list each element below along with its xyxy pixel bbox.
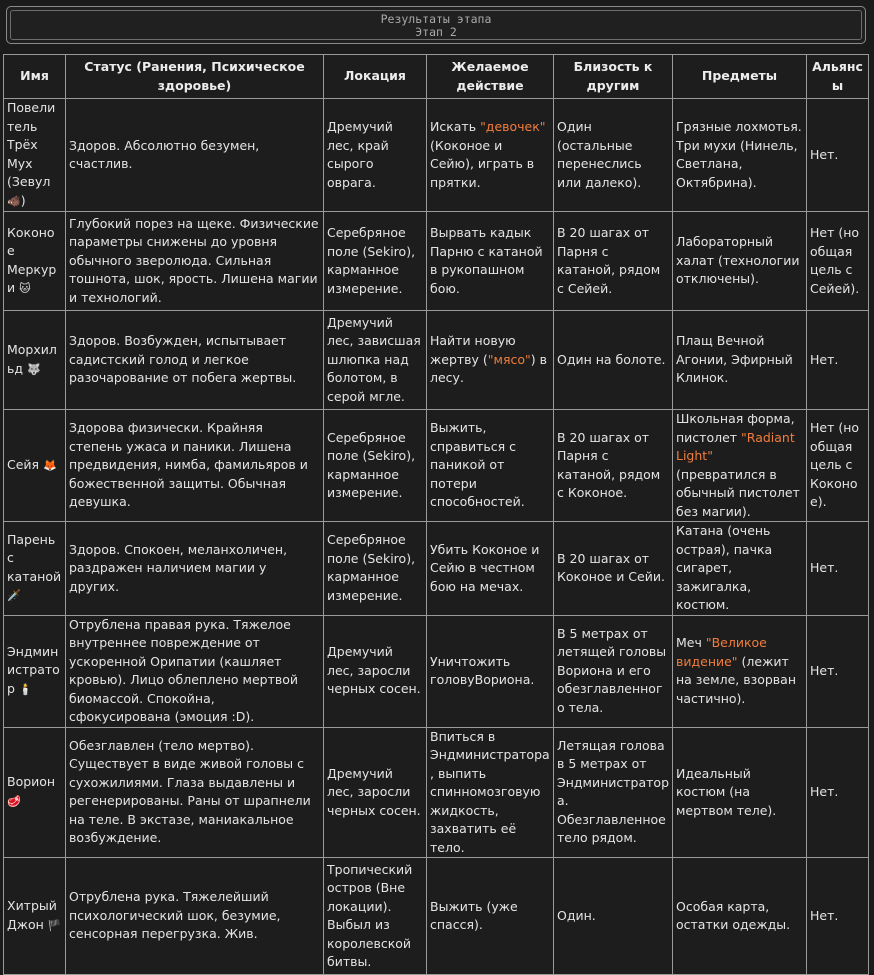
cell-status: Глубокий порез на щеке. Физические параметры снижены до уровня обычного зверолюда. Сильная тошнота, шок, ярость. Лишена магии и технологий. (66, 212, 324, 311)
items-text-tail: (лежит на земле, взорван частично). (676, 653, 796, 706)
cell-location: Дремучий лес, зависшая шлюпка над болотом, в серой мгле. (324, 311, 427, 410)
items-text: Плащ Вечной Агонии, Эфирный Клинок. (676, 333, 793, 386)
action-text: Найти новую жертву ( (430, 333, 516, 367)
cell-proximity: Летящая голова в 5 метрах от Эндминистратора. Обезглавленное тело рядом. (554, 727, 673, 858)
character-name: Сейя (7, 456, 40, 472)
stage-results-header-inner (10, 10, 862, 40)
cell-proximity: В 20 шагах от Парня с катаной, рядом с Коконое. (554, 410, 673, 522)
action-highlight: "мясо" (487, 351, 531, 367)
cell-proximity: В 20 шагах от Коконое и Сейи. (554, 522, 673, 616)
character-icon: 🥩 (7, 794, 21, 808)
cell-action (427, 858, 554, 975)
results-table (3, 54, 869, 975)
cell-name (4, 99, 66, 212)
table-row (4, 522, 869, 616)
items-text: Школьная форма, пистолет (676, 411, 795, 445)
table-header-row (4, 55, 869, 99)
cell-items (673, 615, 807, 727)
cell-items (673, 522, 807, 616)
character-name: Ворион (7, 774, 56, 790)
action-highlight: "девочек" (480, 119, 546, 134)
cell-alliance: Нет (но общая цель с Сейей). (807, 212, 869, 311)
cell-name (4, 858, 66, 975)
items-text: Особая карта, остатки одежды. (676, 898, 791, 932)
cell-proximity: Один на болоте. (554, 311, 673, 410)
character-name: Повелитель Трёх Мух (Зевул (7, 100, 56, 189)
cell-action (427, 311, 554, 410)
cell-status: Отрублена правая рука. Тяжелое внутреннее повреждение от ускоренной Орипатии (кашляет кровью). Лицо облеплено мертвой биомассой. Спокойна, сфокусирована (эмоция :D). (66, 615, 324, 727)
cell-name (4, 311, 66, 410)
cell-items (673, 311, 807, 410)
column-header-location: Локация (324, 55, 427, 99)
character-icon: 🕯️ (18, 682, 33, 696)
cell-status: Здоров. Возбужден, испытывает садистский голод и легкое разочарование от побега жертвы. (66, 311, 324, 410)
character-icon: 🐗 (7, 194, 21, 208)
character-icon: 🦊 (43, 458, 57, 472)
cell-action (427, 727, 554, 858)
character-name: Парень с катаной (7, 531, 62, 584)
cell-proximity: В 20 шагах от Парня с катаной, рядом с Сейей. (554, 212, 673, 311)
cell-name (4, 727, 66, 858)
cell-alliance: Нет. (807, 311, 869, 410)
items-text: Лабораторный халат (технологии отключены). (676, 234, 800, 287)
cell-location: Тропический остров (Вне локации). Выбыл из королевской битвы. (324, 858, 427, 975)
table-row (4, 615, 869, 727)
character-name: Коконое Меркури (7, 224, 57, 295)
items-text-tail: (превратился в обычный пистолет без магии). (676, 466, 800, 519)
items-text: Грязные лохмотья. Три мухи (Нинель, Светлана, Октябрина). (676, 119, 802, 190)
character-icon: 🐱 (19, 282, 31, 295)
cell-action (427, 522, 554, 616)
column-header-alliance: Альянсы (807, 55, 869, 99)
cell-location: Серебряное поле (Sekiro), карманное измерение. (324, 410, 427, 522)
column-header-items: Предметы (673, 55, 807, 99)
action-text: Искать (430, 119, 481, 134)
action-text: Впиться в Эндминистратора, выпить спинномозговую жидкость, захватить её тело. (430, 728, 550, 855)
character-icon: 🗡️ (7, 589, 21, 603)
character-name-tail: ) (20, 192, 26, 208)
cell-items (673, 727, 807, 858)
action-text: Выжить (уже спасся). (430, 898, 518, 932)
items-text: Меч (676, 635, 706, 650)
action-text: Вырвать кадык Парню с катаной в рукопашном бою. (430, 225, 543, 296)
header-subtitle: Этап 2 (415, 25, 457, 39)
action-text-tail: (Коконое и Сейю), играть в прятки. (430, 137, 535, 190)
cell-action (427, 99, 554, 212)
cell-status: Здоров. Абсолютно безумен, счастлив. (66, 99, 324, 212)
action-text: Выжить, справиться с паникой от потери способностей. (430, 420, 525, 510)
action-text: Убить Коконое и Сейю в честном бою на мечах. (430, 541, 540, 594)
cell-status: Здорова физически. Крайняя степень ужаса и паники. Лишена предвидения, нимба, фамильяров и божественной защиты. Обычная девушка. (66, 410, 324, 522)
cell-location: Серебряное поле (Sekiro), карманное измерение. (324, 212, 427, 311)
table-row (4, 727, 869, 858)
cell-alliance: Нет (но общая цель с Коконое). (807, 410, 869, 522)
cell-alliance: Нет. (807, 522, 869, 616)
cell-name (4, 410, 66, 522)
cell-alliance: Нет. (807, 858, 869, 975)
cell-alliance: Нет. (807, 615, 869, 727)
items-highlight: "Великое видение" (676, 635, 767, 669)
cell-action (427, 615, 554, 727)
character-name: Хитрый Джон (7, 898, 57, 932)
table-row (4, 99, 869, 212)
cell-items (673, 858, 807, 975)
cell-action (427, 212, 554, 311)
cell-location: Дремучий лес, заросли черных сосен. (324, 615, 427, 727)
stage-results-header (6, 6, 866, 44)
column-header-proximity: Близость к другим (554, 55, 673, 99)
column-header-action: Желаемое действие (427, 55, 554, 99)
items-text: Идеальный костюм (на мертвом теле). (676, 765, 777, 818)
cell-action (427, 410, 554, 522)
cell-proximity: Один (остальные перенеслись или далеко). (554, 99, 673, 212)
cell-name (4, 212, 66, 311)
header-title: Результаты этапа (380, 12, 492, 26)
cell-status: Здоров. Спокоен, меланхоличен, раздражен наличием магии у других. (66, 522, 324, 616)
column-header-status: Статус (Ранения, Психическое здоровье) (66, 55, 324, 99)
column-header-name: Имя (4, 55, 66, 99)
cell-status: Отрублена рука. Тяжелейший психологический шок, безумие, сенсорная перегрузка. Жив. (66, 858, 324, 975)
cell-items (673, 99, 807, 212)
cell-proximity: Один. (554, 858, 673, 975)
items-highlight: "Radiant Light" (676, 429, 795, 463)
cell-location: Дремучий лес, край сырого оврага. (324, 99, 427, 212)
character-name: Эндминистратор (7, 643, 60, 696)
cell-items (673, 410, 807, 522)
cell-items (673, 212, 807, 311)
action-text-tail: ) в лесу. (430, 351, 547, 386)
action-text: Уничтожить головуВориона. (430, 653, 535, 687)
items-text: Катана (очень острая), пачка сигарет, зажигалка, костюм. (676, 523, 773, 612)
cell-name (4, 522, 66, 616)
cell-location: Серебряное поле (Sekiro), карманное измерение. (324, 522, 427, 616)
cell-location: Дремучий лес, заросли черных сосен. (324, 727, 427, 858)
character-icon: 🐺 (27, 362, 41, 376)
table-row (4, 410, 869, 522)
cell-alliance: Нет. (807, 99, 869, 212)
character-name: Морхильд (7, 342, 57, 376)
cell-alliance: Нет. (807, 727, 869, 858)
cell-name (4, 615, 66, 727)
cell-proximity: В 5 метрах от летящей головы Вориона и его обезглавленного тела. (554, 615, 673, 727)
table-row (4, 311, 869, 410)
cell-status: Обезглавлен (тело мертво). Существует в виде живой головы с сухожилиями. Глаза выдавлены и регенерированы. Раны от шрапнели на теле. В экстазе, маниакальное возбуждение. (66, 727, 324, 858)
table-row (4, 212, 869, 311)
character-icon: 🏴 (47, 918, 62, 932)
table-row (4, 858, 869, 975)
